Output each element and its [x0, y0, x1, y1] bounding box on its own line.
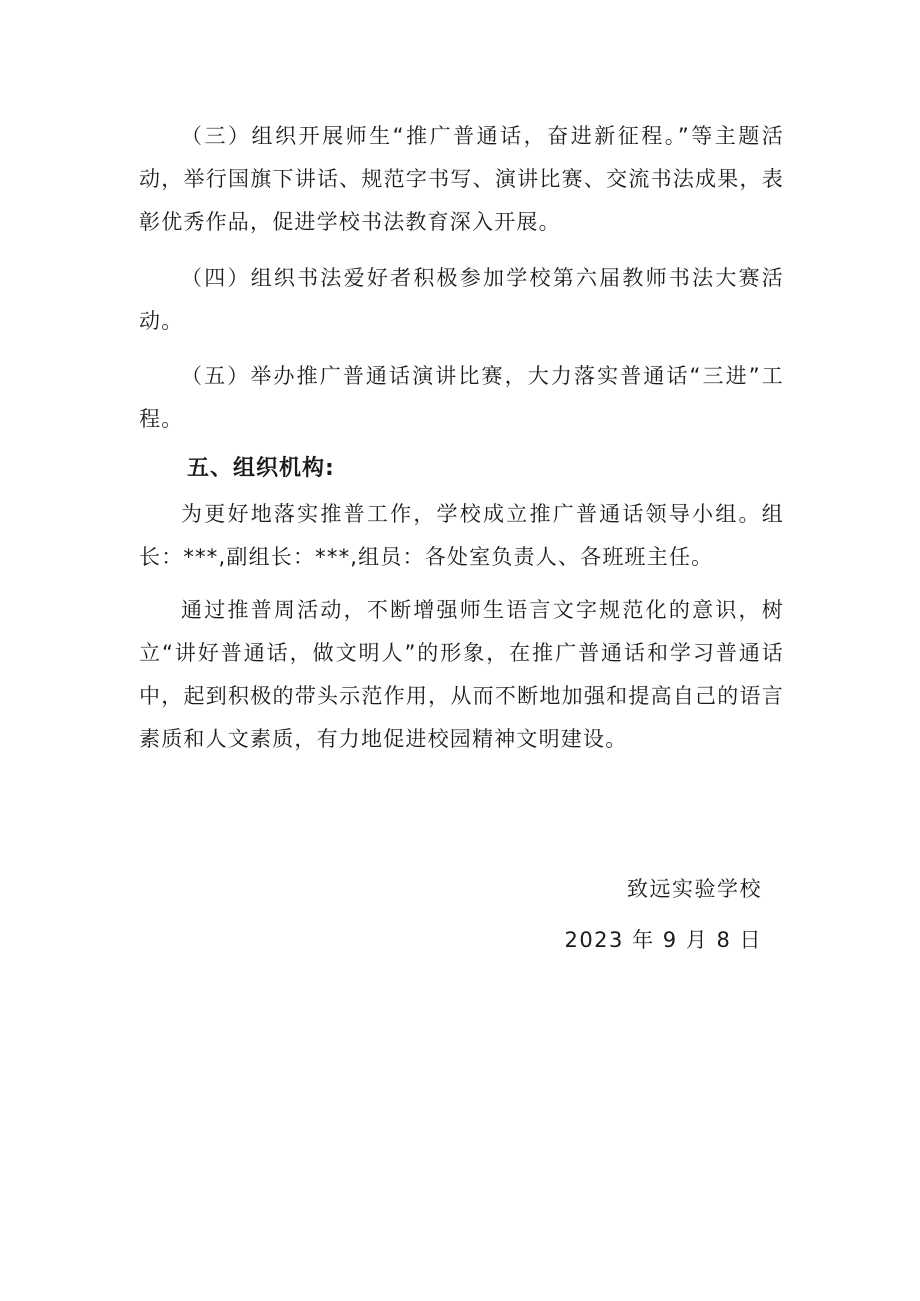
signature-school: 致远实验学校	[627, 877, 762, 901]
signature-date: 2023 年 9 月 8 日	[564, 928, 762, 952]
activity-item-4: （四）组织书法爱好者积极参加学校第六届教师书法大赛活动。	[139, 266, 784, 333]
organization-paragraph: 为更好地落实推普工作，学校成立推广普通话领导小组。组长：***,副组长：***,组员：各处室负责人、各班班主任。	[139, 502, 784, 569]
closing-paragraph: 通过推普周活动，不断增强师生语言文字规范化的意识，树立“讲好普通话，做文明人”的形象，在推广普通话和学习普通话中，起到积极的带头示范作用，从而不断地加强和提高自己的语言素质和人文素质，有力地促进校园精神文明建设。	[139, 598, 784, 751]
section-heading-organization: 五、组织机构:	[187, 456, 335, 481]
activity-item-3: （三）组织开展师生“推广普通话，奋进新征程。”等主题活动，举行国旗下讲话、规范字书写、演讲比赛、交流书法成果，表彰优秀作品，促进学校书法教育深入开展。	[139, 124, 784, 234]
activity-item-5: （五）举办推广普通话演讲比赛，大力落实普通话“三进”工程。	[139, 364, 784, 431]
